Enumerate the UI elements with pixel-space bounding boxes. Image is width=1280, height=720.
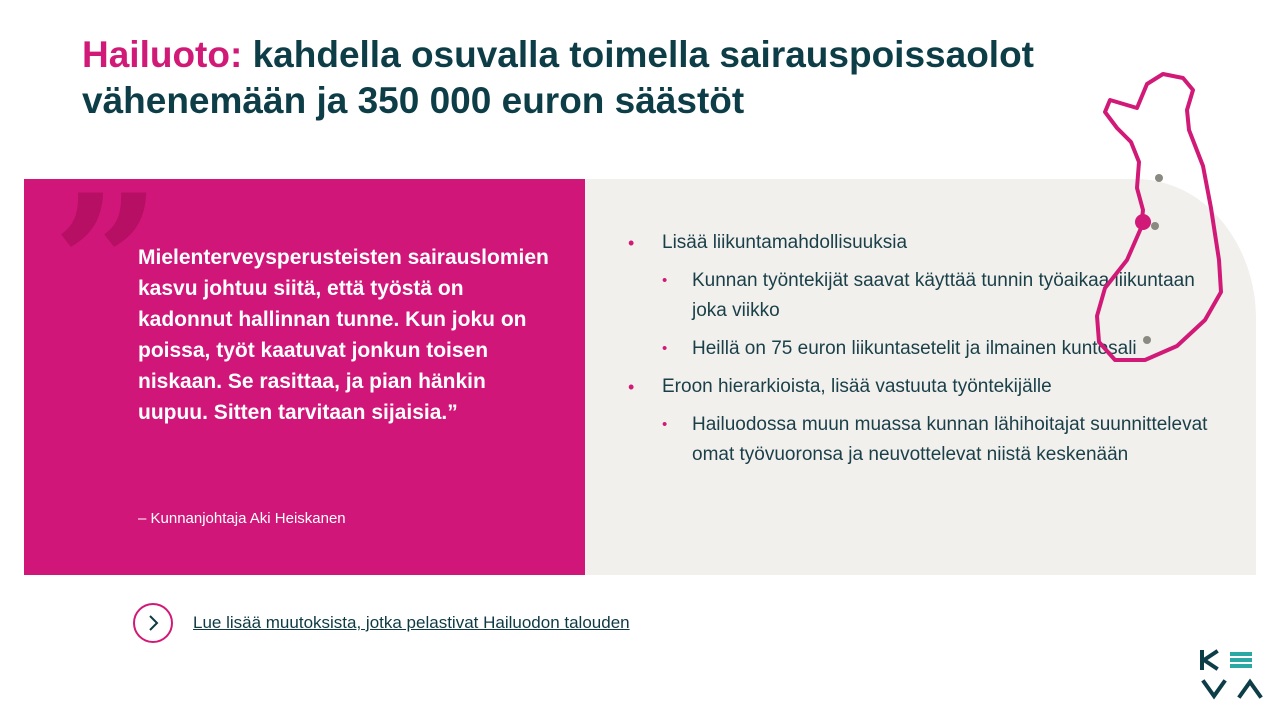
- quote-mark-icon: ”: [52, 153, 162, 376]
- read-more-link-text[interactable]: Lue lisää muutoksista, jotka pelastivat Hailuodon talouden: [193, 613, 630, 632]
- keva-logo-icon: [1196, 648, 1266, 700]
- bullet-item: [628, 372, 1228, 470]
- title-rest: kahdella osuvalla toimella sairauspoissaolot vähenemään ja 350 000 euron säästöt: [82, 34, 1035, 121]
- bullet-dot-icon: •: [662, 272, 668, 289]
- sub-bullet-item: [662, 410, 1228, 470]
- bullet-dot-icon: •: [662, 416, 668, 433]
- quote-author: – Kunnanjohtaja Aki Heiskanen: [138, 510, 346, 527]
- hailuoto-marker: [1135, 214, 1151, 230]
- page-title: [82, 32, 1142, 124]
- map-dot: [1151, 222, 1159, 230]
- map-dot: [1155, 174, 1163, 182]
- bullet-text: Eroon hierarkioista, lisää vastuuta työntekijälle: [662, 376, 1052, 397]
- bullet-dot-icon: •: [628, 233, 635, 253]
- bullet-dot-icon: •: [662, 340, 668, 357]
- quote-text: Mielenterveysperusteisten sairauslomien kasvu johtuu siitä, että työstä on kadonnut hallinnan tunne. Kun joku on poissa, työt kaatuvat jonkun toisen niskaan. Se rasittaa, ja pian hänkin uupuu. Sitten tarvitaan sijaisia.”: [138, 246, 549, 424]
- bullet-text: Lisää liikuntamahdollisuuksia: [662, 232, 908, 253]
- chevron-right-icon[interactable]: [133, 603, 173, 643]
- map-dot: [1143, 336, 1151, 344]
- title-accent: Hailuoto:: [82, 34, 243, 75]
- read-more-link[interactable]: [133, 601, 630, 645]
- bullet-dot-icon: •: [628, 377, 635, 397]
- sub-bullet-text: Kunnan työntekijät saavat käyttää tunnin työaikaa liikuntaan joka viikko: [692, 270, 1195, 321]
- sub-bullet-text: Hailuodossa muun muassa kunnan lähihoitajat suunnittelevat omat työvuoronsa ja neuvottelevat niistä keskenään: [692, 414, 1208, 465]
- finland-map-icon: [1085, 70, 1235, 370]
- sub-bullet-text: Heillä on 75 euron liikuntasetelit ja ilmainen kuntosali: [692, 338, 1137, 359]
